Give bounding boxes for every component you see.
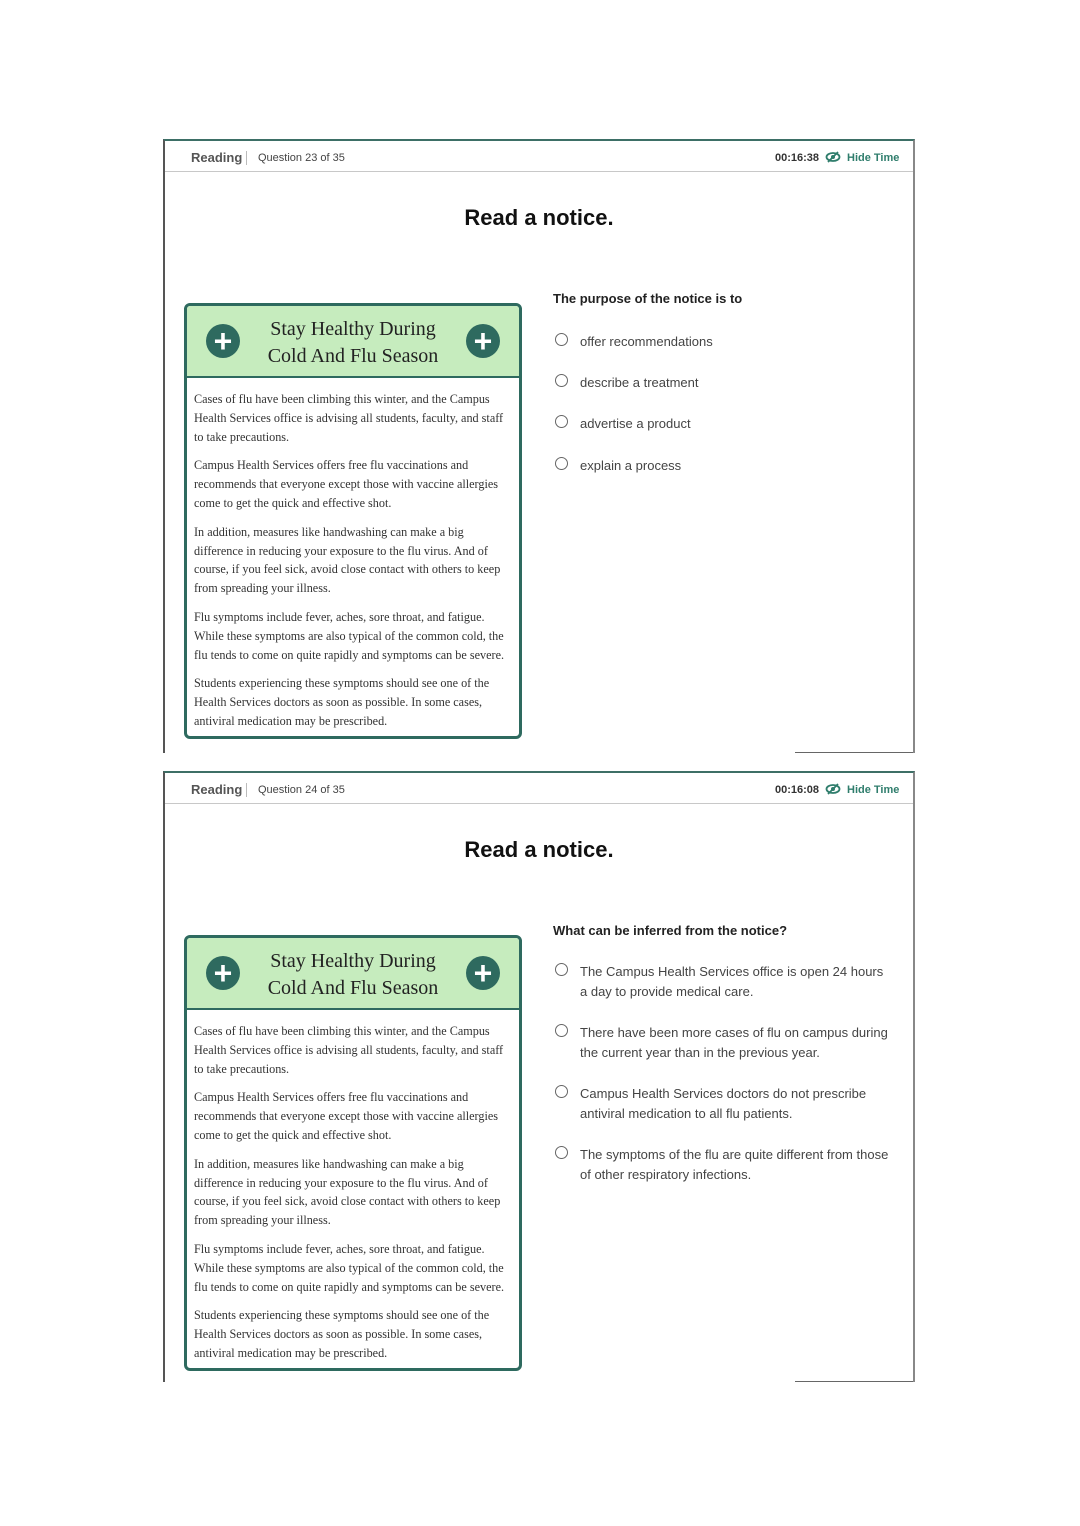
radio-button[interactable]: [555, 1085, 568, 1098]
section-label: Reading: [191, 782, 243, 797]
radio-button[interactable]: [555, 963, 568, 976]
answer-option[interactable]: [555, 373, 890, 393]
answer-option[interactable]: [555, 456, 890, 476]
notice-paragraph: Cases of flu have been climbing this winter, and the Campus Health Services office is advising all students, faculty, and staff to take precautions.: [194, 1024, 504, 1076]
plus-circle-icon: +: [466, 956, 500, 990]
plus-circle-icon: +: [206, 956, 240, 990]
notice-title: [247, 948, 459, 1002]
hide-time-button[interactable]: Hide Time: [847, 152, 900, 164]
question-counter: Question 23 of 35: [258, 152, 345, 164]
answer-option[interactable]: [555, 1145, 890, 1185]
answer-option-label: The Campus Health Services office is open 24 hours a day to provide medical care.: [580, 964, 884, 999]
radio-button[interactable]: [555, 415, 568, 428]
radio-button[interactable]: [555, 457, 568, 470]
instruction-heading: Read a notice.: [464, 837, 614, 862]
notice-card: [184, 303, 522, 739]
top-bar: [165, 773, 913, 804]
timer: 00:16:38: [775, 152, 820, 164]
notice-card: [184, 935, 522, 1371]
radio-button[interactable]: [555, 1146, 568, 1159]
timer: 00:16:08: [775, 784, 820, 796]
question-prompt: The purpose of the notice is to: [553, 291, 743, 306]
notice-paragraph: Students experiencing these symptoms should see one of the Health Services doctors as soon as possible. In some cases, antiviral medication may be prescribed.: [194, 676, 490, 728]
notice-title: [247, 316, 459, 370]
notice-paragraph: Campus Health Services offers free flu vaccinations and recommends that everyone except those with vaccine allergies come to get the quick and effective shot.: [194, 1090, 499, 1142]
notice-body: [187, 378, 519, 731]
divider: [795, 1381, 913, 1382]
radio-button[interactable]: [555, 333, 568, 346]
notice-body: [187, 1010, 519, 1363]
answer-option-label: The symptoms of the flu are quite different from those of other respiratory infections.: [580, 1147, 889, 1182]
question-screen-23: [163, 139, 915, 753]
notice-paragraph: Flu symptoms include fever, aches, sore throat, and fatigue. While these symptoms are also typical of the common cold, the flu tends to come on quite rapidly and symptoms can be severe.: [194, 1241, 505, 1294]
section-label: Reading: [191, 150, 243, 165]
divider: [795, 752, 913, 753]
answer-option-label: There have been more cases of flu on campus during the current year than in the previous year.: [580, 1025, 888, 1060]
divider: [246, 151, 247, 165]
notice-header: [187, 938, 519, 1010]
notice-paragraph: In addition, measures like handwashing can make a big difference in reducing your exposure to the flu virus. And of course, if you feel sick, avoid close contact with others to keep from spreading your illness.: [194, 1156, 501, 1228]
eye-slash-icon[interactable]: [825, 781, 841, 797]
hide-time-button[interactable]: Hide Time: [847, 784, 900, 796]
answer-option[interactable]: [555, 332, 890, 352]
divider: [246, 783, 247, 797]
answer-option[interactable]: [555, 1023, 890, 1063]
answer-option-label: offer recommendations: [580, 334, 713, 349]
notice-paragraph: Flu symptoms include fever, aches, sore throat, and fatigue. While these symptoms are also typical of the common cold, the flu tends to come on quite rapidly and symptoms can be severe.: [194, 609, 505, 662]
answer-option-label: explain a process: [580, 458, 682, 473]
answer-option-label: describe a treatment: [580, 375, 699, 390]
notice-title-line-1: Stay Healthy During: [270, 318, 436, 340]
answer-option[interactable]: [555, 1084, 890, 1124]
notice-paragraph: Cases of flu have been climbing this winter, and the Campus Health Services office is advising all students, faculty, and staff to take precautions.: [194, 392, 504, 444]
notice-title-line-2: Cold And Flu Season: [267, 345, 439, 367]
plus-circle-icon: +: [206, 324, 240, 358]
answer-option-label: advertise a product: [580, 416, 691, 431]
answer-option[interactable]: [555, 414, 890, 434]
plus-circle-icon: +: [466, 324, 500, 358]
question-screen-24: [163, 771, 915, 1382]
radio-button[interactable]: [555, 1024, 568, 1037]
eye-slash-icon[interactable]: [825, 149, 841, 165]
instruction-heading: Read a notice.: [464, 205, 614, 230]
notice-title-line-2: Cold And Flu Season: [267, 977, 439, 999]
radio-button[interactable]: [555, 374, 568, 387]
question-counter: Question 24 of 35: [258, 784, 345, 796]
answer-option[interactable]: [555, 962, 890, 1002]
question-prompt: What can be inferred from the notice?: [553, 923, 788, 938]
notice-paragraph: In addition, measures like handwashing can make a big difference in reducing your exposure to the flu virus. And of course, if you feel sick, avoid close contact with others to keep from spreading your illness.: [194, 524, 501, 596]
top-bar: [165, 141, 913, 172]
notice-paragraph: Students experiencing these symptoms should see one of the Health Services doctors as soon as possible. In some cases, antiviral medication may be prescribed.: [194, 1308, 490, 1360]
answer-option-label: Campus Health Services doctors do not prescribe antiviral medication to all flu patients.: [580, 1086, 867, 1121]
notice-header: [187, 306, 519, 378]
notice-paragraph: Campus Health Services offers free flu vaccinations and recommends that everyone except those with vaccine allergies come to get the quick and effective shot.: [194, 458, 499, 510]
notice-title-line-1: Stay Healthy During: [270, 950, 436, 972]
